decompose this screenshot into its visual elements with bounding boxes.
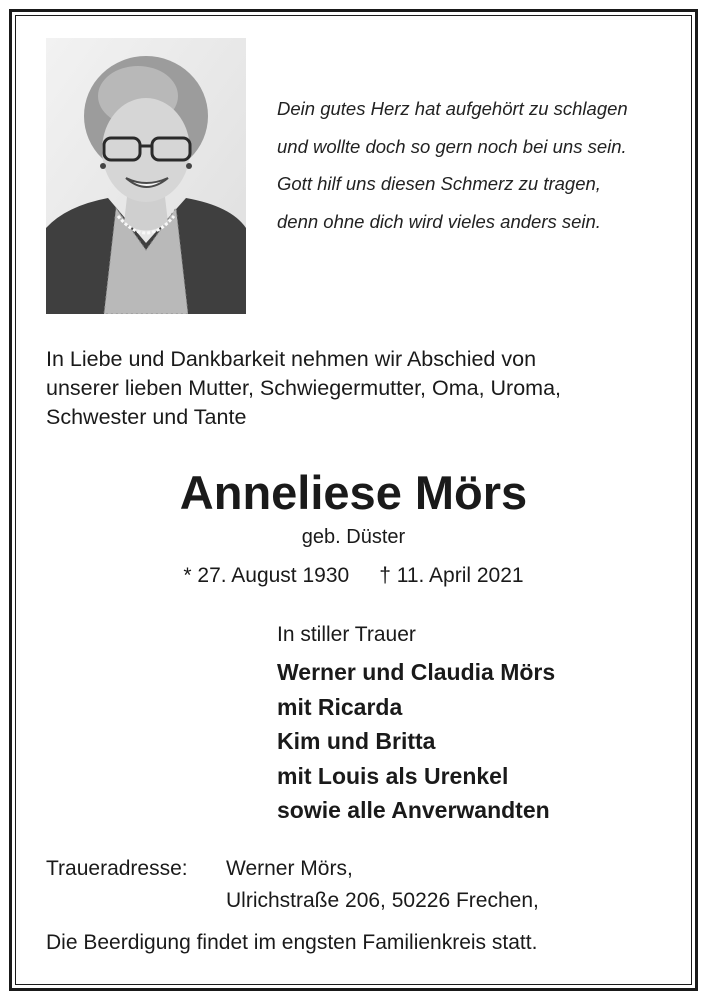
- farewell-intro: [46, 345, 666, 432]
- portrait-photo: [46, 38, 246, 314]
- portrait-illustration: [46, 38, 246, 314]
- poem-line: Gott hilf uns diesen Schmerz zu tragen,: [277, 173, 601, 194]
- death-date: † 11. April 2021: [379, 564, 524, 587]
- deceased-name: Anneliese Mörs: [179, 466, 528, 519]
- mourning-intro: In stiller Trauer: [277, 623, 416, 646]
- address-label: Traueradresse:: [46, 857, 188, 880]
- mourning-address: [46, 853, 539, 917]
- birth-date: * 27. August 1930: [183, 564, 350, 587]
- poem-line: Dein gutes Herz hat aufgehört zu schlagen: [277, 98, 628, 119]
- mourner-name: Werner und Claudia Mörs: [277, 659, 556, 685]
- funeral-note: Die Beerdigung findet im engsten Familienkreis statt.: [46, 931, 538, 954]
- intro-line: unserer lieben Mutter, Schwiegermutter, Oma, Uroma,: [46, 376, 562, 400]
- address-line-2: Ulrichstraße 206, 50226 Frechen,: [226, 889, 539, 912]
- poem-line: und wollte doch so gern noch bei uns sein.: [277, 135, 627, 157]
- poem-line: denn ohne dich wird vieles anders sein.: [277, 210, 601, 232]
- mourner-name: sowie alle Anverwandten: [277, 797, 550, 823]
- mourner-name: mit Ricarda: [277, 693, 403, 720]
- maiden-name: geb. Düster: [301, 526, 406, 548]
- poem: [277, 90, 677, 240]
- intro-line: Schwester und Tante: [46, 405, 247, 429]
- mourner-name: mit Louis als Urenkel: [277, 762, 509, 789]
- address-line-1: Werner Mörs,: [226, 857, 353, 880]
- mourner-name: Kim und Britta: [277, 728, 436, 754]
- mourners-list: [277, 655, 555, 828]
- life-dates: [0, 562, 707, 590]
- intro-line: In Liebe und Dankbarkeit nehmen wir Abschied von: [46, 347, 537, 371]
